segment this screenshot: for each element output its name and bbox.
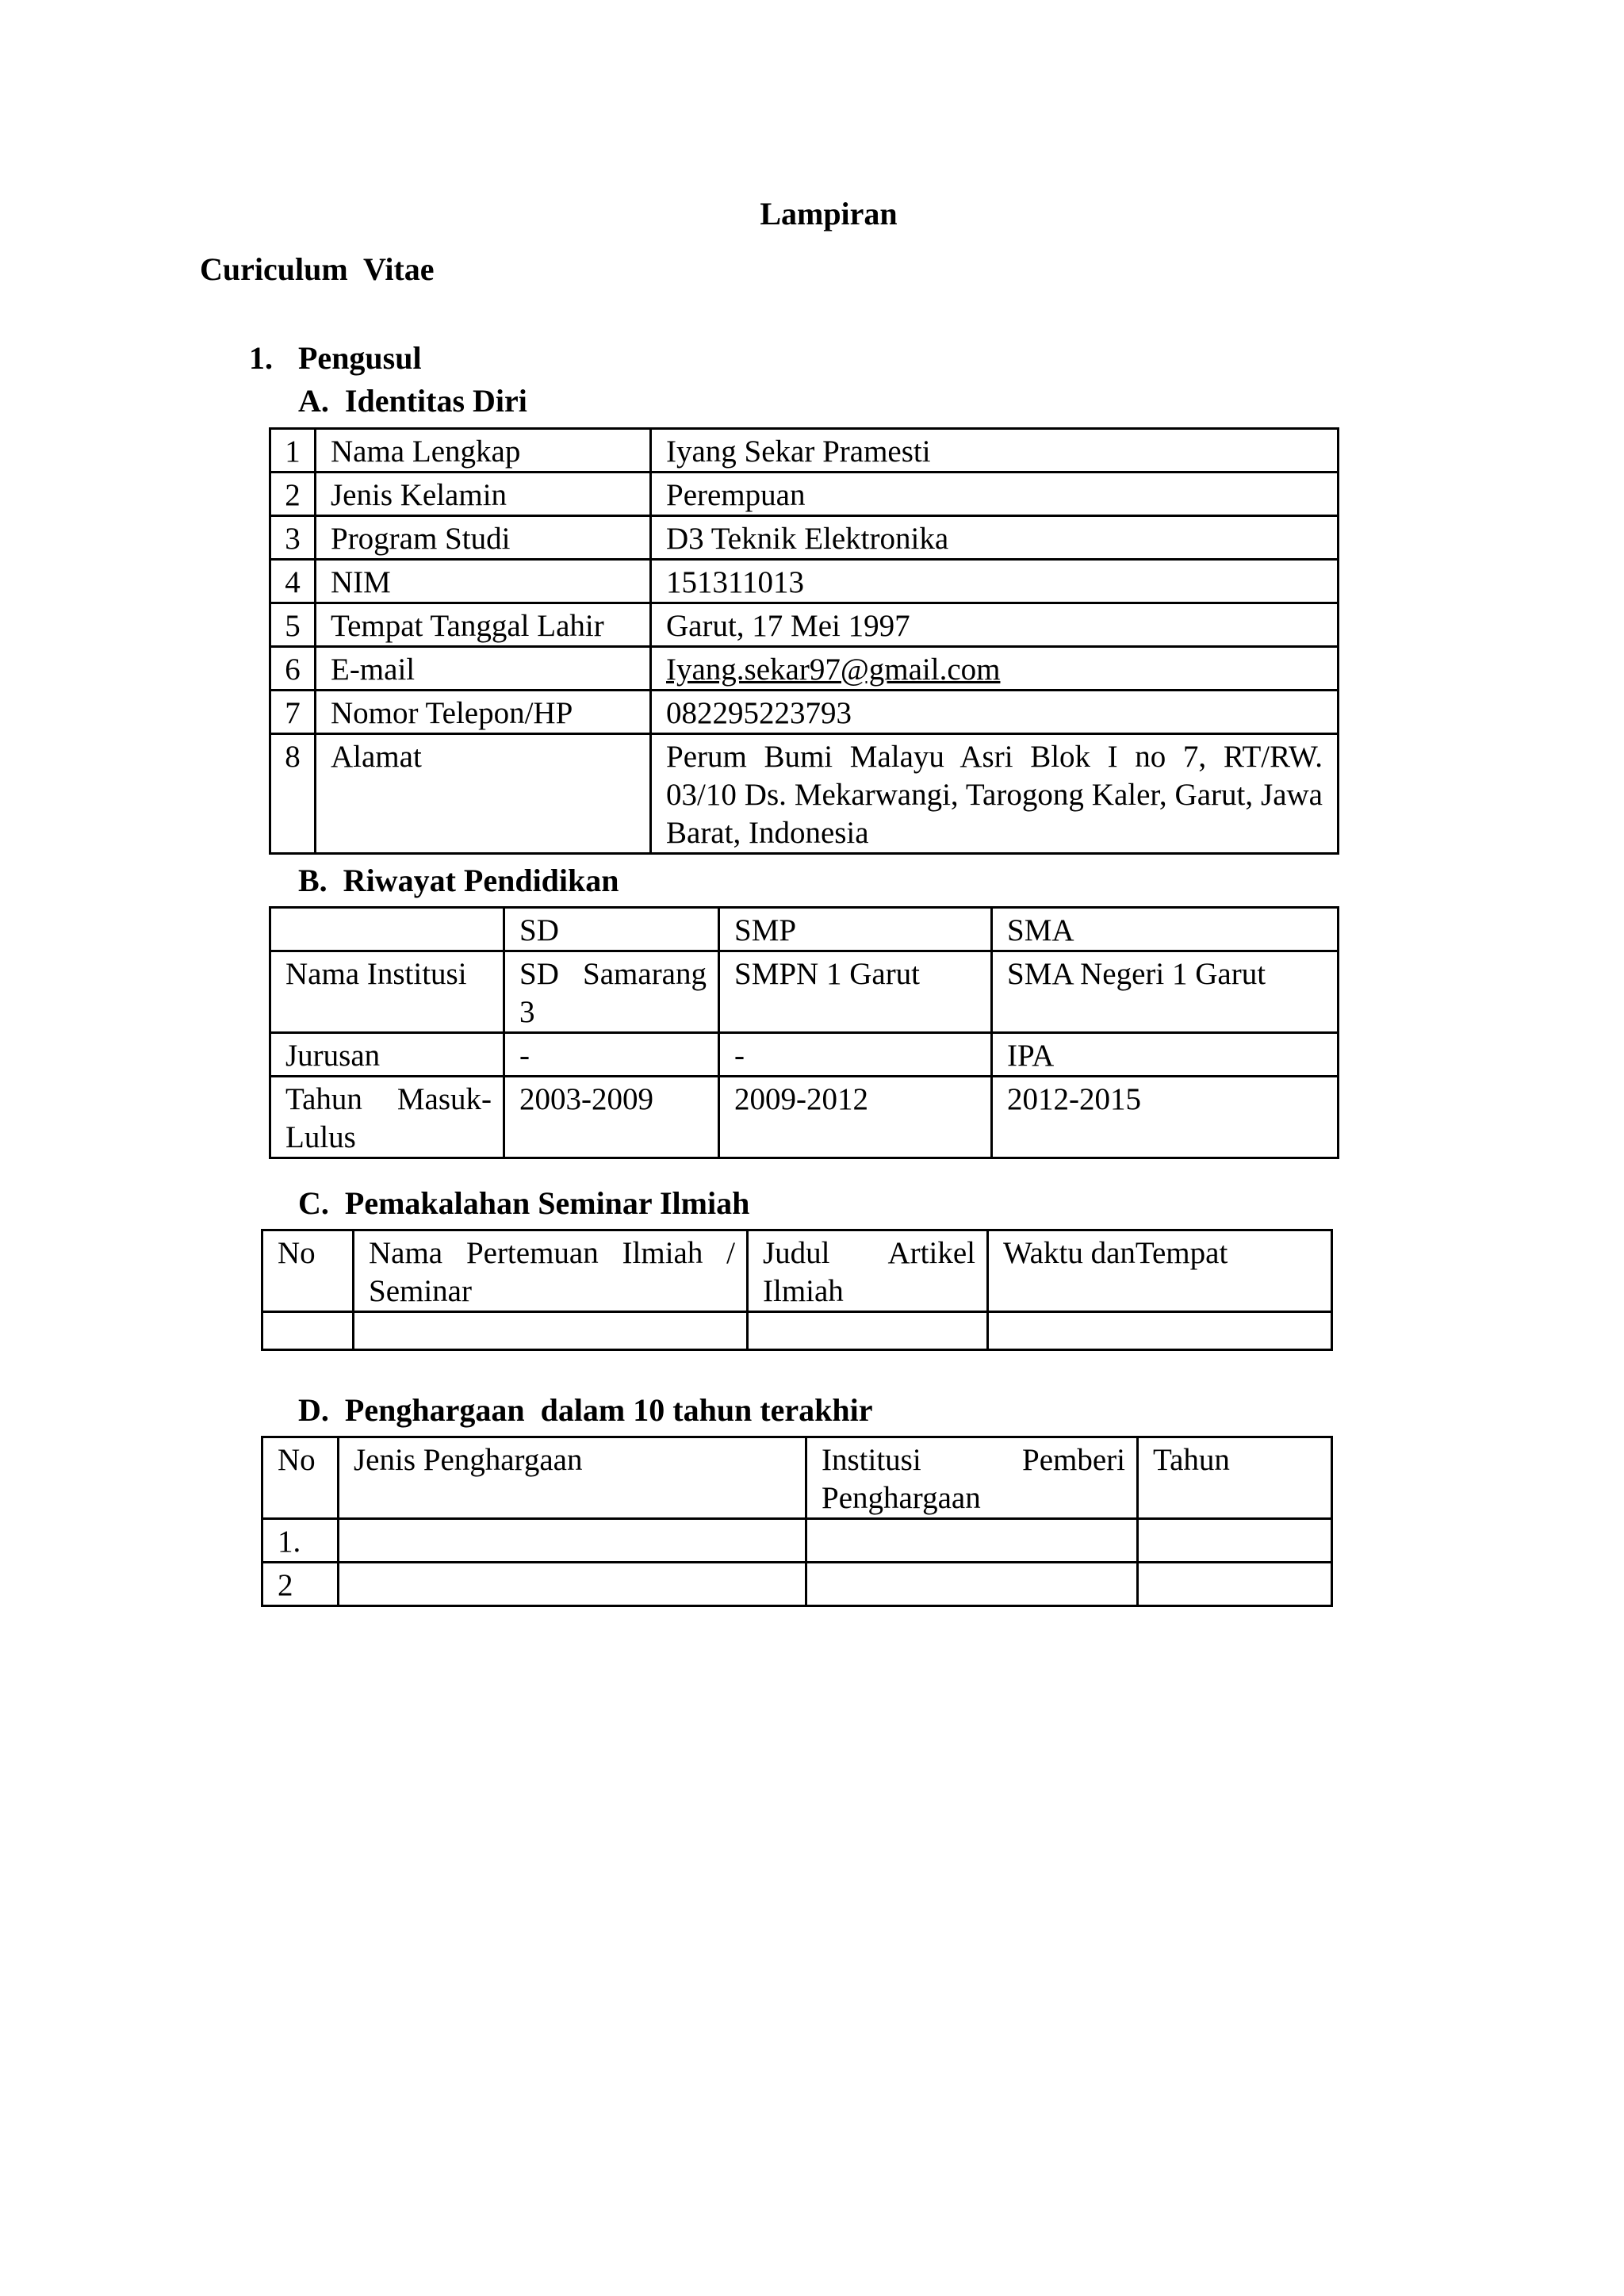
table-cell	[806, 1563, 1138, 1606]
row-number: 5	[270, 603, 316, 647]
page-title: Lampiran	[760, 196, 898, 232]
row-value: Perempuan	[651, 473, 1339, 516]
row-label: Program Studi	[316, 516, 651, 560]
row-label: Nama Lengkap	[316, 429, 651, 473]
column-header: Nama Pertemuan Ilmiah / Seminar	[354, 1230, 748, 1312]
address-value: Perum Bumi Malayu Asri Blok I no 7, RT/RW. 03/10 Ds. Mekarwangi, Tarogong Kaler, Garut, Jawa Barat, Indonesia	[651, 734, 1339, 854]
awards-table	[261, 1436, 1333, 1607]
table-cell: SD Samarang 3	[504, 951, 719, 1033]
table-cell	[988, 1312, 1332, 1350]
section-b-heading: B. Riwayat Pendidikan	[298, 863, 619, 898]
table-cell	[1138, 1563, 1332, 1606]
table-cell	[262, 1312, 354, 1350]
table-row	[270, 560, 1339, 603]
table-row	[270, 429, 1339, 473]
section-a-heading: A. Identitas Diri	[298, 383, 527, 419]
column-header: SD	[504, 908, 719, 951]
table-cell	[748, 1312, 988, 1350]
row-label: NIM	[316, 560, 651, 603]
table-cell	[806, 1519, 1138, 1563]
row-label: Tahun Masuk-Lulus	[270, 1077, 504, 1158]
row-value: Iyang Sekar Pramesti	[651, 429, 1339, 473]
email-link[interactable]	[651, 647, 1339, 691]
table-cell: -	[504, 1033, 719, 1077]
table-cell: 2003-2009	[504, 1077, 719, 1158]
table-header-row	[262, 1230, 1332, 1312]
seminar-table	[261, 1229, 1333, 1351]
table-row	[270, 473, 1339, 516]
table-row	[270, 647, 1339, 691]
table-row	[262, 1519, 1332, 1563]
column-header: SMA	[992, 908, 1339, 951]
table-cell: -	[719, 1033, 992, 1077]
row-number: 7	[270, 691, 316, 734]
row-number: 6	[270, 647, 316, 691]
table-row	[270, 1077, 1339, 1158]
table-header-row	[270, 908, 1339, 951]
section-1-label: Pengusul	[298, 340, 422, 376]
row-value: 151311013	[651, 560, 1339, 603]
section-1-number: 1.	[249, 340, 273, 376]
table-row	[270, 734, 1339, 854]
table-row	[270, 691, 1339, 734]
table-row	[270, 516, 1339, 560]
row-value: D3 Teknik Elektronika	[651, 516, 1339, 560]
row-number: 2	[270, 473, 316, 516]
row-label: Jurusan	[270, 1033, 504, 1077]
column-header: Judul Artikel Ilmiah	[748, 1230, 988, 1312]
column-header: No	[262, 1230, 354, 1312]
row-number: 1	[270, 429, 316, 473]
table-row	[270, 603, 1339, 647]
row-number: 4	[270, 560, 316, 603]
column-header: No	[262, 1437, 339, 1519]
document-subtitle: Curiculum Vitae	[200, 251, 435, 287]
row-label: Nama Institusi	[270, 951, 504, 1033]
table-cell	[339, 1563, 806, 1606]
table-cell: 2012-2015	[992, 1077, 1339, 1158]
table-row	[270, 951, 1339, 1033]
section-d-heading: D. Penghargaan dalam 10 tahun terakhir	[298, 1392, 873, 1428]
table-header-row	[262, 1437, 1332, 1519]
identity-table	[269, 427, 1339, 855]
column-header: SMP	[719, 908, 992, 951]
row-label: Jenis Kelamin	[316, 473, 651, 516]
email-text[interactable]: Iyang.sekar97@gmail.com	[666, 652, 1001, 687]
column-header	[270, 908, 504, 951]
row-number: 8	[270, 734, 316, 854]
row-value: 082295223793	[651, 691, 1339, 734]
table-cell: 1.	[262, 1519, 339, 1563]
table-row	[270, 1033, 1339, 1077]
row-number: 3	[270, 516, 316, 560]
column-header: Jenis Penghargaan	[339, 1437, 806, 1519]
table-cell	[1138, 1519, 1332, 1563]
row-label: Alamat	[316, 734, 651, 854]
row-value: Garut, 17 Mei 1997	[651, 603, 1339, 647]
column-header: Waktu danTempat	[988, 1230, 1332, 1312]
table-cell	[354, 1312, 748, 1350]
table-cell: 2009-2012	[719, 1077, 992, 1158]
row-label: Tempat Tanggal Lahir	[316, 603, 651, 647]
education-table	[269, 906, 1339, 1159]
table-cell: SMA Negeri 1 Garut	[992, 951, 1339, 1033]
column-header: Institusi Pemberi Penghargaan	[806, 1437, 1138, 1519]
row-label: E-mail	[316, 647, 651, 691]
table-row	[262, 1563, 1332, 1606]
table-cell	[339, 1519, 806, 1563]
table-cell: IPA	[992, 1033, 1339, 1077]
table-cell: 2	[262, 1563, 339, 1606]
row-label: Nomor Telepon/HP	[316, 691, 651, 734]
table-row	[262, 1312, 1332, 1350]
table-cell: SMPN 1 Garut	[719, 951, 992, 1033]
column-header: Tahun	[1138, 1437, 1332, 1519]
section-c-heading: C. Pemakalahan Seminar Ilmiah	[298, 1185, 750, 1221]
